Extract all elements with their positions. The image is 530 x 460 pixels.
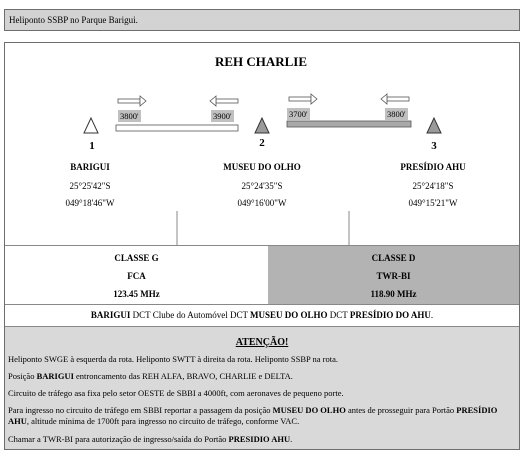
waypoint-name: MUSEU DO OLHO xyxy=(223,162,301,172)
waypoint-lon: 049°16'00"W xyxy=(237,198,287,208)
waypoint-lon: 049°15'21"W xyxy=(408,198,458,208)
class-label: CLASSE G xyxy=(114,253,159,263)
class-label: CLASSE D xyxy=(371,253,416,263)
diagram-title: REH CHARLIE xyxy=(214,54,308,69)
waypoint-triangle-icon xyxy=(427,118,441,133)
notice-title: ATENÇÃO! xyxy=(235,337,289,348)
notice-line: Posição BARIGUI entroncamento das REH ALFA, BRAVO, CHARLIE e DELTA. xyxy=(8,371,293,381)
arrow-right-icon xyxy=(289,94,317,104)
arrow-left-icon xyxy=(381,94,409,104)
waypoint-number: 2 xyxy=(259,137,265,149)
waypoint-triangle-icon xyxy=(255,118,269,133)
route-segment-2 xyxy=(287,121,411,127)
unit-label: TWR-BI xyxy=(376,271,411,281)
waypoint-lat: 25°24'35"S xyxy=(241,181,283,191)
waypoint-name: BARIGUI xyxy=(70,162,110,172)
altitude-label: 3800' xyxy=(387,109,406,119)
waypoint-number: 3 xyxy=(431,140,437,152)
notice-line: Para ingresso no circuito de tráfego em SBBI reportar a passagem da posição MUSEU DO OLHO antes de prosseguir para Portão PRESÍDIO AHU, altitude mínima de 1700ft para ingresso no circuito de tráfego, conforme VAC. xyxy=(8,405,498,426)
altitude-label: 3700' xyxy=(289,109,308,119)
waypoint-number: 1 xyxy=(89,140,95,152)
route-segment-1 xyxy=(116,125,238,131)
unit-label: FCA xyxy=(127,271,146,281)
waypoint-name: PRESÍDIO AHU xyxy=(400,162,466,172)
waypoint-lon: 049°18'46"W xyxy=(65,198,115,208)
altitude-label: 3800' xyxy=(120,111,139,121)
arrow-left-icon xyxy=(210,96,238,106)
waypoint-lat: 25°24'18"S xyxy=(412,181,454,191)
waypoint-lat: 25°25'42"S xyxy=(69,181,111,191)
freq-label: 118.90 MHz xyxy=(370,289,417,299)
notice-line: Circuito de tráfego asa fixa pelo setor OESTE de SBBI a 4000ft, com aeronaves de pequeno porte. xyxy=(8,388,344,398)
route-description: BARIGUI DCT Clube do Automóvel DCT MUSEU DO OLHO DCT PRESÍDIO DO AHU. xyxy=(5,304,519,327)
waypoint-triangle-icon xyxy=(84,118,98,133)
notice-line: Chamar a TWR-BI para autorização de ingresso/saída do Portão PRESIDIO AHU. xyxy=(8,434,293,444)
notice-line: Heliponto SWGE à esquerda da rota. Heliponto SWTT à direita da rota. Heliponto SSBP na rota. xyxy=(8,354,339,364)
arrow-right-icon xyxy=(118,96,146,106)
freq-label: 123.45 MHz xyxy=(113,289,160,299)
header-text: Heliponto SSBP no Parque Barigui. xyxy=(9,15,138,25)
altitude-label: 3900' xyxy=(213,111,232,121)
